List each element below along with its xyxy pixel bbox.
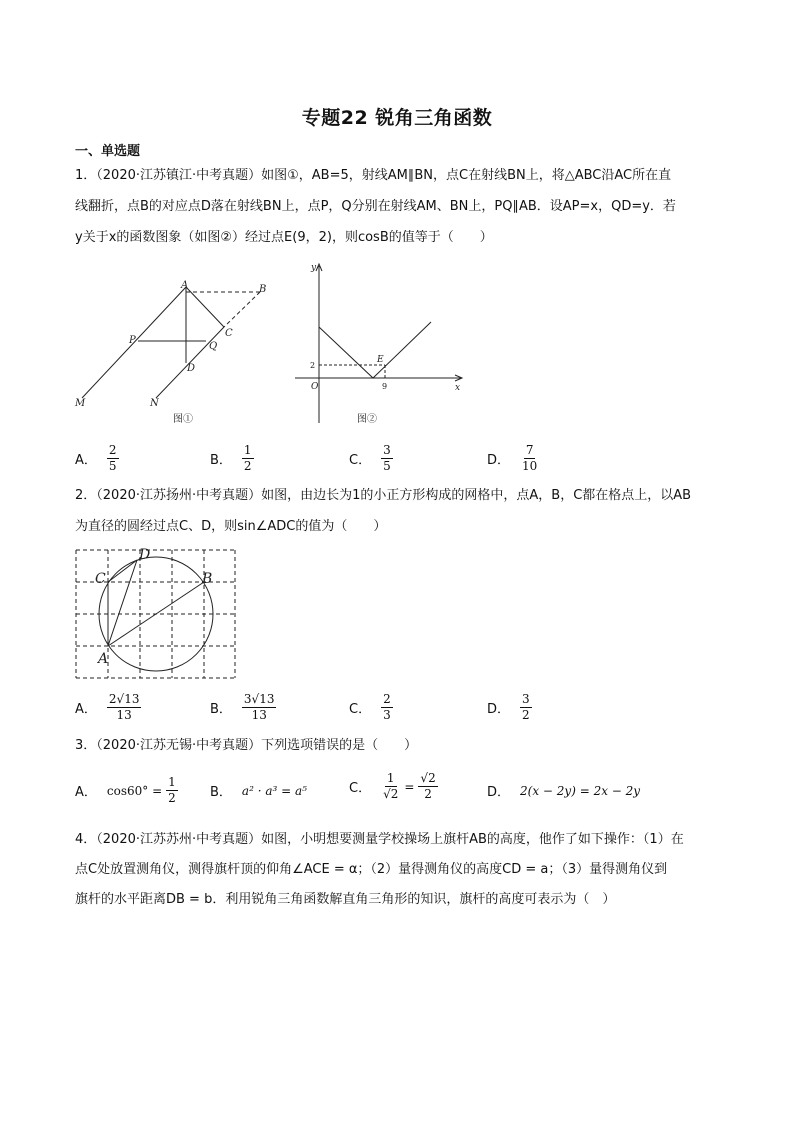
option-label: C． <box>349 702 372 717</box>
question-1-line: y关于x的函数图象（如图②）经过点E(9，2)，则cosB的值等于（ ） <box>75 230 493 245</box>
q2-option-b[interactable] <box>210 692 276 723</box>
question-2-line: 为直径的圆经过点C、D，则sin∠ADC的值为（ ） <box>75 519 387 534</box>
fraction: $\frac{2}{5}$ <box>108 443 117 473</box>
q2-option-d[interactable] <box>487 692 532 723</box>
question-1-text <box>75 160 735 253</box>
label-A: A <box>98 651 109 667</box>
figure-2-caption: 图② <box>357 414 377 425</box>
q2-option-c[interactable] <box>349 692 393 723</box>
q3-option-b[interactable] <box>210 781 307 800</box>
fraction: $\frac{3}{2}$ <box>522 692 530 722</box>
q3-option-c[interactable] <box>349 771 438 802</box>
label-C: C <box>95 571 106 587</box>
fraction: $\frac{2}{3}$ <box>383 692 391 722</box>
question-2-figure <box>74 547 239 683</box>
label-N: N <box>150 398 159 409</box>
expression-lhs: cos60° = <box>106 783 163 798</box>
label-M: M <box>75 398 86 409</box>
fraction: $\frac{1}{√2}$ <box>383 771 399 801</box>
option-label: D． <box>487 453 511 468</box>
question-2-line: 2．（2020·江苏扬州·中考真题）如图，由边长为1的小正方形构成的网格中，点A，B，C都在格点上，以AB <box>75 488 692 503</box>
option-label: A． <box>75 453 97 468</box>
q1-option-a[interactable] <box>75 443 119 474</box>
question-1-figure-2 <box>290 258 470 430</box>
fraction: $\frac{3√13}{13}$ <box>243 692 275 722</box>
label-Q: Q <box>209 341 218 352</box>
fraction: $\frac{1}{2}$ <box>243 443 252 473</box>
question-4-line: 旗杆的水平距离DB = b．利用锐角三角函数解直角三角形的知识，旗杆的高度可表示为（ ） <box>75 892 616 907</box>
option-label: A． <box>75 785 97 800</box>
option-label: C． <box>349 781 372 796</box>
expression: a² · a³ = a⁵ <box>241 783 307 798</box>
axis-x-label: x <box>455 383 461 393</box>
question-1-line: 线翻折，点B的对应点D落在射线BN上，点P，Q分别在射线AM、BN上，PQ∥AB．设AP=x，QD=y．若 <box>75 199 676 214</box>
option-label: A． <box>75 702 97 717</box>
q1-option-c[interactable] <box>349 443 393 474</box>
fraction: $\frac{1}{2}$ <box>168 775 176 805</box>
option-label: B． <box>210 785 232 800</box>
fraction: $\frac{3}{5}$ <box>383 443 391 473</box>
option-label: D． <box>487 785 511 800</box>
point-E-label: E <box>377 355 384 365</box>
label-P: P <box>129 335 136 346</box>
question-3-line: 3．（2020·江苏无锡·中考真题）下列选项错误的是（ ） <box>75 738 418 753</box>
option-label: C． <box>349 453 372 468</box>
q1-option-b[interactable] <box>210 443 254 474</box>
question-4-line: 点C处放置测角仪，测得旗杆顶的仰角∠ACE = α；（2）量得测角仪的高度CD = a；（3）量得测角仪到 <box>75 862 668 877</box>
label-D: D <box>187 363 196 374</box>
equals-sign: = <box>404 779 415 794</box>
origin-label: O <box>311 382 319 392</box>
question-4-text <box>75 825 735 915</box>
label-A: A <box>181 280 189 291</box>
label-B: B <box>202 571 213 587</box>
figure-1-caption: 图① <box>173 414 193 425</box>
axis-y-label: y <box>311 263 317 273</box>
option-label: B． <box>210 702 232 717</box>
question-2-text <box>75 480 735 542</box>
tick-x-label: 9 <box>382 382 388 391</box>
section-title: 一、单选题 <box>75 144 141 159</box>
label-B: B <box>259 284 267 295</box>
tick-y-label: 2 <box>310 361 316 370</box>
question-3-text <box>75 730 735 761</box>
label-D: D <box>139 547 151 563</box>
page-title: 专题22 锐角三角函数 <box>301 107 493 129</box>
label-C: C <box>225 328 233 339</box>
option-label: D． <box>487 702 511 717</box>
q2-option-a[interactable] <box>75 692 141 723</box>
option-label: B． <box>210 453 232 468</box>
q3-option-a[interactable] <box>75 775 178 806</box>
fraction: $\frac{7}{10}$ <box>522 443 538 473</box>
fraction: $\frac{2√13}{13}$ <box>108 692 140 722</box>
q3-option-d[interactable] <box>487 781 640 800</box>
question-4-line: 4．（2020·江苏苏州·中考真题）如图，小明想要测量学校操场上旗杆AB的高度，他作了如下操作：（1）在 <box>75 832 684 847</box>
fraction: $\frac{√2}{2}$ <box>420 771 436 801</box>
question-1-figure-1 <box>70 275 285 430</box>
q1-option-d[interactable] <box>487 443 539 474</box>
question-1-line: 1．（2020·江苏镇江·中考真题）如图①，AB=5，射线AM∥BN，点C在射线BN上，将△ABC沿AC所在直 <box>75 168 672 183</box>
expression: 2(x − 2y) = 2x − 2y <box>520 783 641 798</box>
